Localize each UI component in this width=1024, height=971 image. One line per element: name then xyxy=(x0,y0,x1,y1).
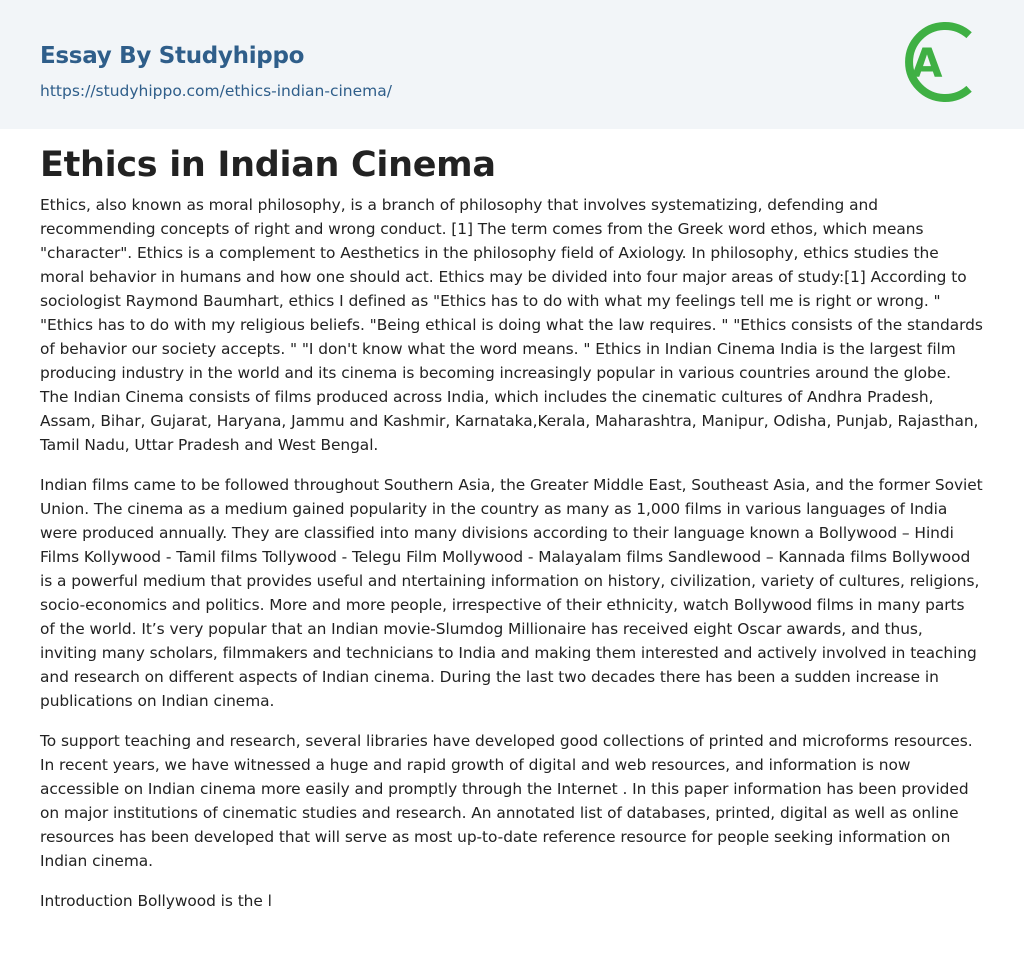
studyhippo-logo-icon[interactable] xyxy=(900,20,984,104)
article-paragraph: Indian films came to be followed throughout Southern Asia, the Greater Middle East, Southeast Asia, and the former Soviet Union. The cinema as a medium gained popularity in the country as many as 1,000 films in various languages of India were produced annually. They are classified into many divisions according to their language known a Bollywood – Hindi Films Kollywood - Tamil films Tollywood - Telegu Film Mollywood - Malayalam films Sandlewood – Kannada films Bollywood is a powerful medium that provides useful and ntertaining information on history, civilization, variety of cultures, religions, socio-economics and politics. More and more people, irrespective of their ethnicity, watch Bollywood films in many parts of the world. It’s very popular that an Indian movie-Slumdog Millionaire has received eight Oscar awards, and thus, inviting many scholars, filmmakers and technicians to India and making them interested and actively involved in teaching and research on different aspects of Indian cinema. During the last two decades there has been a sudden increase in publications on Indian cinema. xyxy=(40,476,983,710)
article-paragraph-truncated: Introduction Bollywood is the l xyxy=(40,892,272,910)
site-header xyxy=(0,0,1024,129)
page-url-link[interactable]: https://studyhippo.com/ethics-indian-cinema/ xyxy=(40,82,392,100)
article-title: Ethics in Indian Cinema xyxy=(40,145,496,185)
logo-letter: A xyxy=(911,41,943,87)
article xyxy=(0,129,1024,913)
article-paragraph: To support teaching and research, several libraries have developed good collections of printed and microforms resources. In recent years, we have witnessed a huge and rapid growth of digital and web resources, and information is now accessible on Indian cinema more easily and promptly through the Internet . In this paper information has been provided on major institutions of cinematic studies and research. An annotated list of databases, printed, digital as well as online resources has been developed that will serve as most up-to-date reference resource for people seeking information on Indian cinema. xyxy=(40,732,973,870)
site-brand[interactable]: Essay By Studyhippo xyxy=(40,43,305,69)
article-paragraph: Ethics, also known as moral philosophy, is a branch of philosophy that involves systematizing, defending and recommending concepts of right and wrong conduct. [1] The term comes from the Greek word ethos, which means "character". Ethics is a complement to Aesthetics in the philosophy field of Axiology. In philosophy, ethics studies the moral behavior in humans and how one should act. Ethics may be divided into four major areas of study:[1] According to sociologist Raymond Baumhart, ethics I defined as "Ethics has to do with what my feelings tell me is right or wrong. " "Ethics has to do with my religious beliefs. "Being ethical is doing what the law requires. " "Ethics consists of the standards of behavior our society accepts. " "I don't know what the word means. " Ethics in Indian Cinema India is the largest film producing industry in the world and its cinema is becoming increasingly popular in various countries around the globe. The Indian Cinema consists of films produced across India, which includes the cinematic cultures of Andhra Pradesh, Assam, Bihar, Gujarat, Haryana, Jammu and Kashmir, Karnataka,Kerala, Maharashtra, Manipur, Odisha, Punjab, Rajasthan, Tamil Nadu, Uttar Pradesh and West Bengal. xyxy=(40,196,983,454)
